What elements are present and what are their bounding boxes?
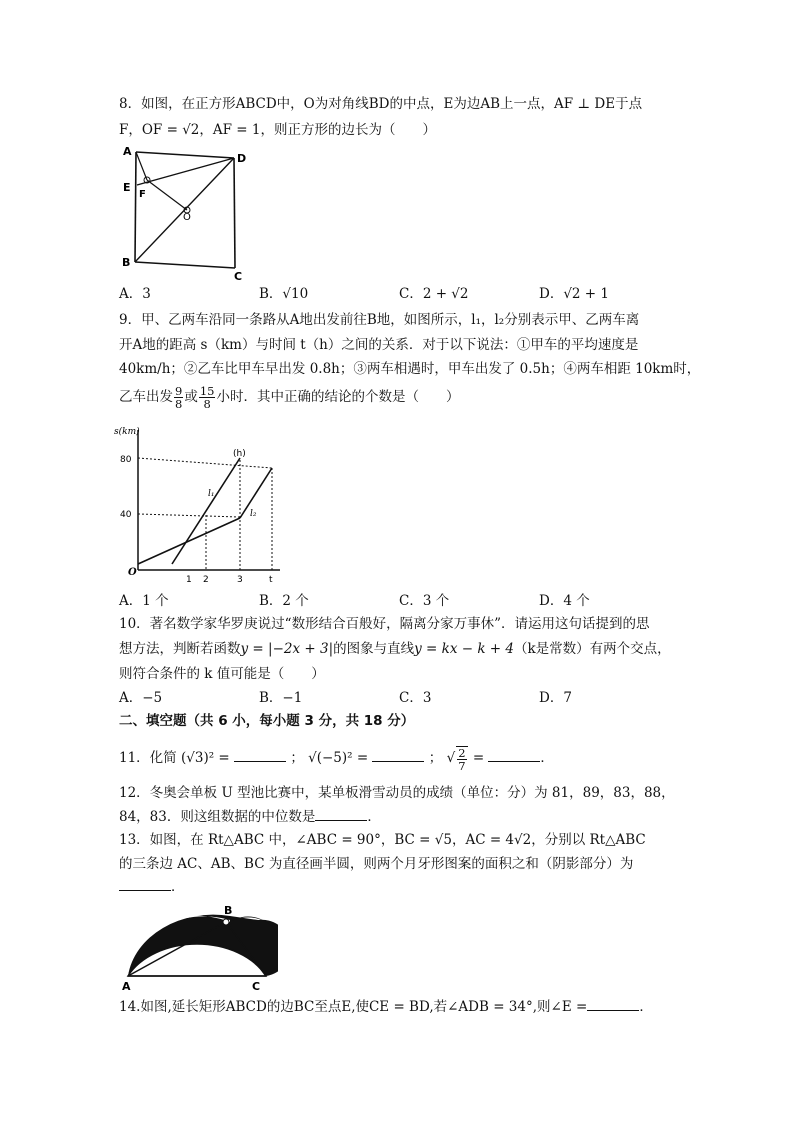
q9-x-tick-t: t bbox=[269, 575, 273, 585]
q9-fraction-2-den: 8 bbox=[203, 397, 211, 411]
q9-line4-a: 乙车出发 bbox=[119, 389, 173, 405]
q12-line1: 12．冬奥会单板 U 型池比赛中，某单板滑雪动员的成绩（单位：分）为 81，89，83，88， bbox=[119, 785, 675, 801]
q9-option-b: B．2 个 bbox=[259, 593, 309, 609]
q9-line3: 40km/h；②乙车比甲车早出发 0.8h；③两车相遇时，甲车出发了 0.5h；④两车相距 10km时， bbox=[119, 361, 701, 377]
section-heading-fill-in: 二、填空题（共 6 小，每小题 3 分，共 18 分） bbox=[119, 713, 415, 729]
q9-series-l1: l₁ bbox=[208, 489, 215, 499]
q8-option-b: B．√10 bbox=[259, 286, 309, 302]
q9-line4 bbox=[119, 382, 459, 412]
q13-blank[interactable] bbox=[119, 876, 171, 891]
q8-label-e: E bbox=[123, 181, 131, 194]
q8-label-f: F bbox=[139, 189, 146, 200]
q11-fraction-den: 7 bbox=[458, 758, 466, 773]
q9-line4-b: 或 bbox=[184, 389, 198, 405]
q11-sep-1: ； bbox=[290, 750, 304, 766]
q10-line2-b: 的图象与直线 bbox=[333, 641, 415, 657]
q8-label-d: D bbox=[237, 152, 247, 165]
q9-fraction-2-num: 15 bbox=[199, 384, 215, 398]
q9-y-tick-40: 40 bbox=[120, 510, 132, 520]
q11-equals: = bbox=[472, 750, 485, 766]
q13-label-a: A bbox=[122, 980, 131, 993]
q10-line3: 则符合条件的 k 值可能是（ ） bbox=[119, 666, 325, 682]
q8-label-b: B bbox=[122, 256, 131, 269]
q11-expr-1: (√3)² = bbox=[180, 750, 230, 766]
q9-option-d: D．4 个 bbox=[539, 593, 590, 609]
q10-option-d: D．7 bbox=[539, 690, 572, 706]
q10-line2-a: 想方法，判断若函数 bbox=[119, 641, 241, 657]
q9-origin: O bbox=[128, 567, 137, 578]
q13-label-c: C bbox=[252, 980, 261, 993]
q12-line2-end: ． bbox=[367, 809, 381, 825]
q11-sep-2: ； bbox=[428, 750, 443, 766]
q9-y-axis-label: s(km) bbox=[114, 427, 140, 437]
q14-blank[interactable] bbox=[587, 996, 639, 1011]
q10-line2 bbox=[119, 639, 671, 659]
q9-x-tick-2: 2 bbox=[203, 575, 209, 585]
q10-option-c: C．3 bbox=[399, 690, 432, 706]
q12-line2 bbox=[119, 806, 381, 827]
q12-line2-text: 84，83．则这组数据的中位数是 bbox=[119, 809, 316, 825]
q9-fraction-1-den: 8 bbox=[175, 397, 183, 411]
q13-end: ． bbox=[171, 879, 185, 895]
q13-label-b: B bbox=[224, 904, 233, 917]
q9-y-tick-80: 80 bbox=[120, 455, 132, 465]
q9-fraction-1-num: 9 bbox=[175, 384, 183, 398]
q11-expr-2: √(−5)² = bbox=[308, 750, 369, 766]
q9-series-l2: l₂ bbox=[250, 509, 257, 519]
q13-line3 bbox=[119, 876, 185, 897]
q8-square-figure bbox=[117, 142, 257, 282]
q11-blank-1[interactable] bbox=[234, 747, 286, 762]
q13-line1: 13．如图，在 Rt△ABC 中，∠ABC = 90°，BC = √5，AC = 4√2，分别以 Rt△ABC bbox=[119, 832, 646, 848]
q10-option-a: A．−5 bbox=[119, 690, 163, 706]
q10-line2-c: （k是常数）有两个交点， bbox=[514, 641, 671, 657]
q8-line2: F，OF = √2，AF = 1，则正方形的边长为（ ） bbox=[119, 122, 436, 138]
q13-line2: 的三条边 AC、AB、BC 为直径画半圆，则两个月牙形图案的面积之和（阴影部分）为 bbox=[119, 856, 634, 872]
q13-lune-figure bbox=[118, 898, 278, 994]
q14-line bbox=[119, 996, 653, 1017]
q9-fraction-2 bbox=[199, 385, 216, 410]
q14-text: 14.如图,延长矩形ABCD的边BC至点E,使CE = BD,若∠ADB = 34°,则∠E = bbox=[119, 999, 588, 1015]
q9-line4-c: 小时．其中正确的结论的个数是（ ） bbox=[216, 389, 460, 405]
q10-function-1: y = |−2x + 3| bbox=[240, 641, 334, 657]
q9-line2: 开A地的距高 s（km）与时间 t（h）之间的关系．对于以下说法：①甲车的平均速度是 bbox=[119, 337, 639, 353]
q11-line bbox=[119, 744, 554, 772]
q9-x-tick-3: 3 bbox=[237, 575, 243, 585]
q11-blank-2[interactable] bbox=[372, 747, 424, 762]
q9-option-a: A．1 个 bbox=[119, 593, 169, 609]
q8-option-c: C．2 + √2 bbox=[399, 286, 469, 302]
q11-end: ． bbox=[540, 750, 554, 766]
q11-sqrt-symbol: √ bbox=[446, 750, 456, 766]
q9-fraction-1 bbox=[174, 385, 183, 410]
q11-blank-3[interactable] bbox=[488, 747, 540, 762]
q10-line1: 10．著名数学家华罗庚说过“数形结合百般好，隔离分家万事休”．请运用这句话提到的思 bbox=[119, 616, 650, 632]
q9-x-tick-1: 1 bbox=[186, 575, 192, 585]
q8-label-c: C bbox=[234, 270, 243, 282]
q14-end: ． bbox=[639, 999, 653, 1015]
q8-line1: 8．如图，在正方形ABCD中，O为对角线BD的中点，E为边AB上一点，AF ⊥ DE于点 bbox=[119, 96, 643, 112]
q8-option-a: A．3 bbox=[119, 286, 151, 302]
q9-option-c: C．3 个 bbox=[399, 593, 450, 609]
q11-fraction-num: 2 bbox=[458, 745, 466, 760]
q9-line1: 9．甲、乙两车沿同一条路从A地出发前往B地，如图所示，l₁，l₂分别表示甲、乙两车离 bbox=[119, 312, 640, 328]
q9-top-label: (h) bbox=[233, 449, 246, 459]
q8-label-a: A bbox=[123, 145, 132, 158]
q11-fraction bbox=[456, 746, 467, 772]
q10-option-b: B．−1 bbox=[259, 690, 303, 706]
q9-distance-time-graph bbox=[112, 420, 282, 590]
q12-blank[interactable] bbox=[315, 806, 367, 821]
q11-prefix: 11．化简 bbox=[119, 750, 177, 766]
q10-function-2: y = kx − k + 4 bbox=[414, 641, 514, 657]
q8-label-o: O bbox=[183, 212, 191, 223]
q8-option-d: D．√2 + 1 bbox=[539, 286, 609, 302]
